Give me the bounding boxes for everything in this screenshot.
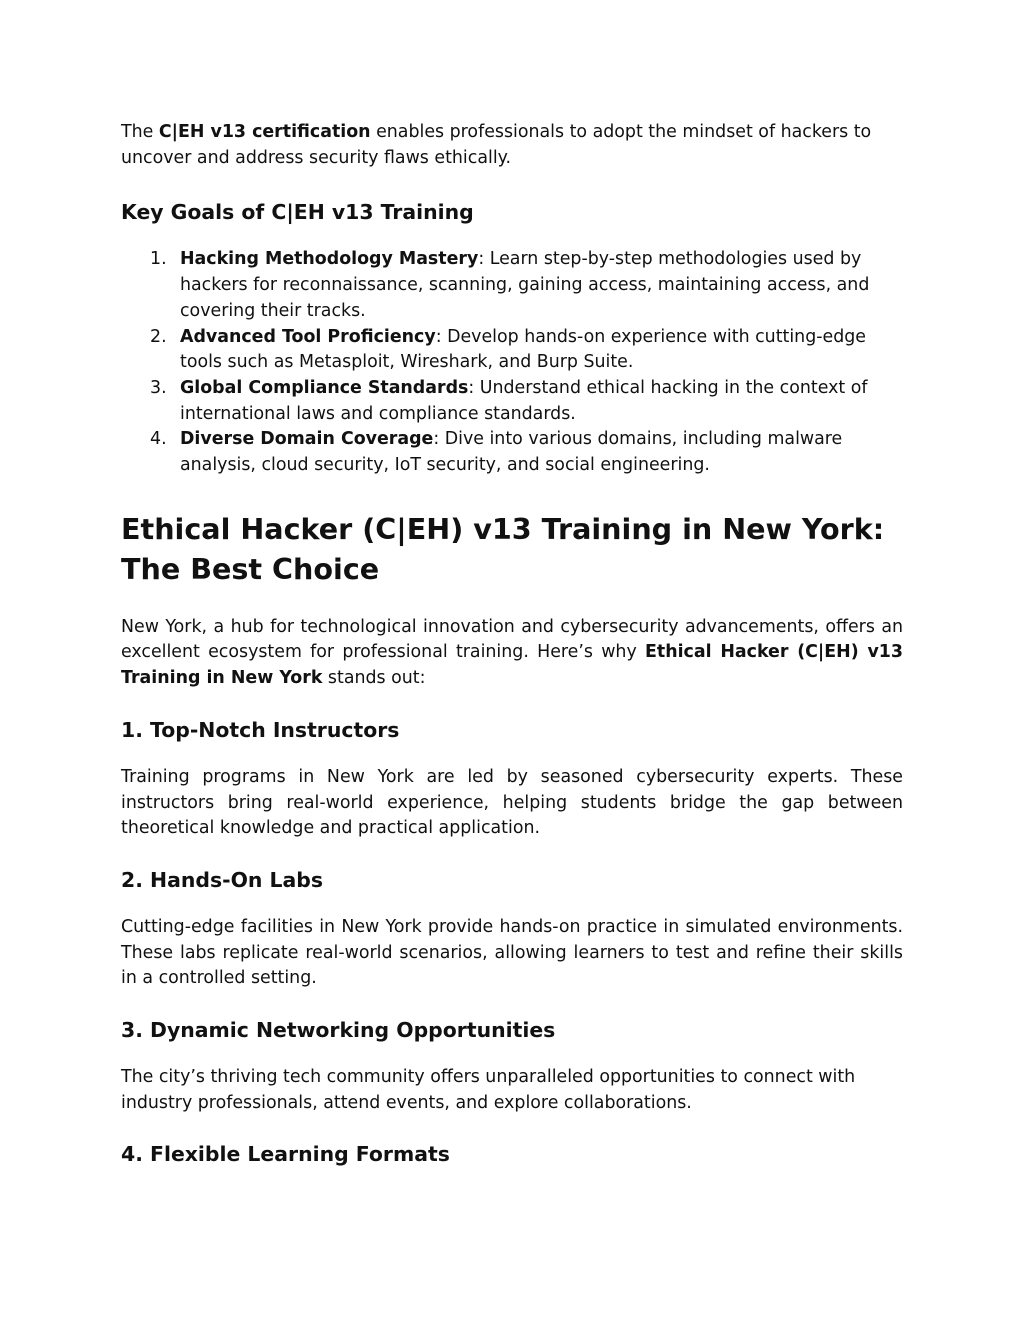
ny-intro-text-post: stands out:: [322, 668, 426, 689]
goals-list: [121, 247, 903, 478]
ny-intro-text-pre: New York, a hub for technological innovation and cybersecurity advancements, offers an excellent ecosystem for professional training. Here’s why: [121, 616, 903, 663]
goal-item: [121, 427, 903, 478]
main-heading: Ethical Hacker (C|EH) v13 Training in New York: The Best Choice: [121, 511, 885, 586]
section-heading: 1. Top-Notch Instructors: [121, 717, 400, 742]
goal-number: 3.: [150, 377, 167, 398]
goal-item: [121, 376, 903, 427]
goals-heading: Key Goals of C|EH v13 Training: [121, 200, 474, 225]
ny-intro-bold-term: Ethical Hacker (C|EH) v13 Training in New York: [121, 642, 903, 689]
section-heading: 3. Dynamic Networking Opportunities: [121, 1018, 556, 1043]
goal-item: [121, 247, 903, 324]
goal-description: : Understand ethical hacking in the context of international laws and compliance standards.: [180, 377, 868, 424]
section-paragraph: The city’s thriving tech community offers unparalleled opportunities to connect with industry professionals, attend events, and explore collaborations.: [121, 1067, 856, 1113]
goal-title: Diverse Domain Coverage: [180, 429, 434, 450]
section-heading: 4. Flexible Learning Formats: [121, 1142, 450, 1167]
goal-description: : Dive into various domains, including malware analysis, cloud security, IoT security, and social engineering.: [180, 429, 843, 476]
goal-description: : Develop hands-on experience with cutting-edge tools such as Metasploit, Wireshark, and Burp Suite.: [180, 326, 866, 373]
goal-title: Global Compliance Standards: [180, 377, 469, 398]
section-heading: 2. Hands-On Labs: [121, 867, 324, 892]
goal-item: [121, 325, 903, 376]
intro-text-post: enables professionals to adopt the mindset of hackers to uncover and address security flaws ethically.: [121, 122, 872, 168]
goal-number: 1.: [150, 249, 167, 270]
goal-number: 4.: [150, 429, 167, 450]
section-paragraph: Cutting-edge facilities in New York provide hands-on practice in simulated environments. These labs replicate real-world scenarios, allowing learners to test and refine their skills in a controlled setting.: [121, 916, 903, 989]
intro-text-pre: The: [121, 122, 159, 142]
goal-title: Advanced Tool Proficiency: [180, 326, 436, 347]
new-york-intro-paragraph: [121, 615, 903, 692]
document-body: [121, 120, 903, 1167]
intro-paragraph: [121, 120, 903, 171]
goal-description: : Learn step-by-step methodologies used by hackers for reconnaissance, scanning, gaining access, maintaining access, and covering their tracks.: [180, 249, 870, 321]
intro-bold-term: C|EH v13 certification: [158, 122, 371, 142]
section-paragraph: Training programs in New York are led by seasoned cybersecurity experts. These instructors bring real-world experience, helping students bridge the gap between theoretical knowledge and practical application.: [121, 766, 903, 839]
goal-title: Hacking Methodology Mastery: [180, 249, 479, 270]
goal-number: 2.: [150, 326, 167, 347]
